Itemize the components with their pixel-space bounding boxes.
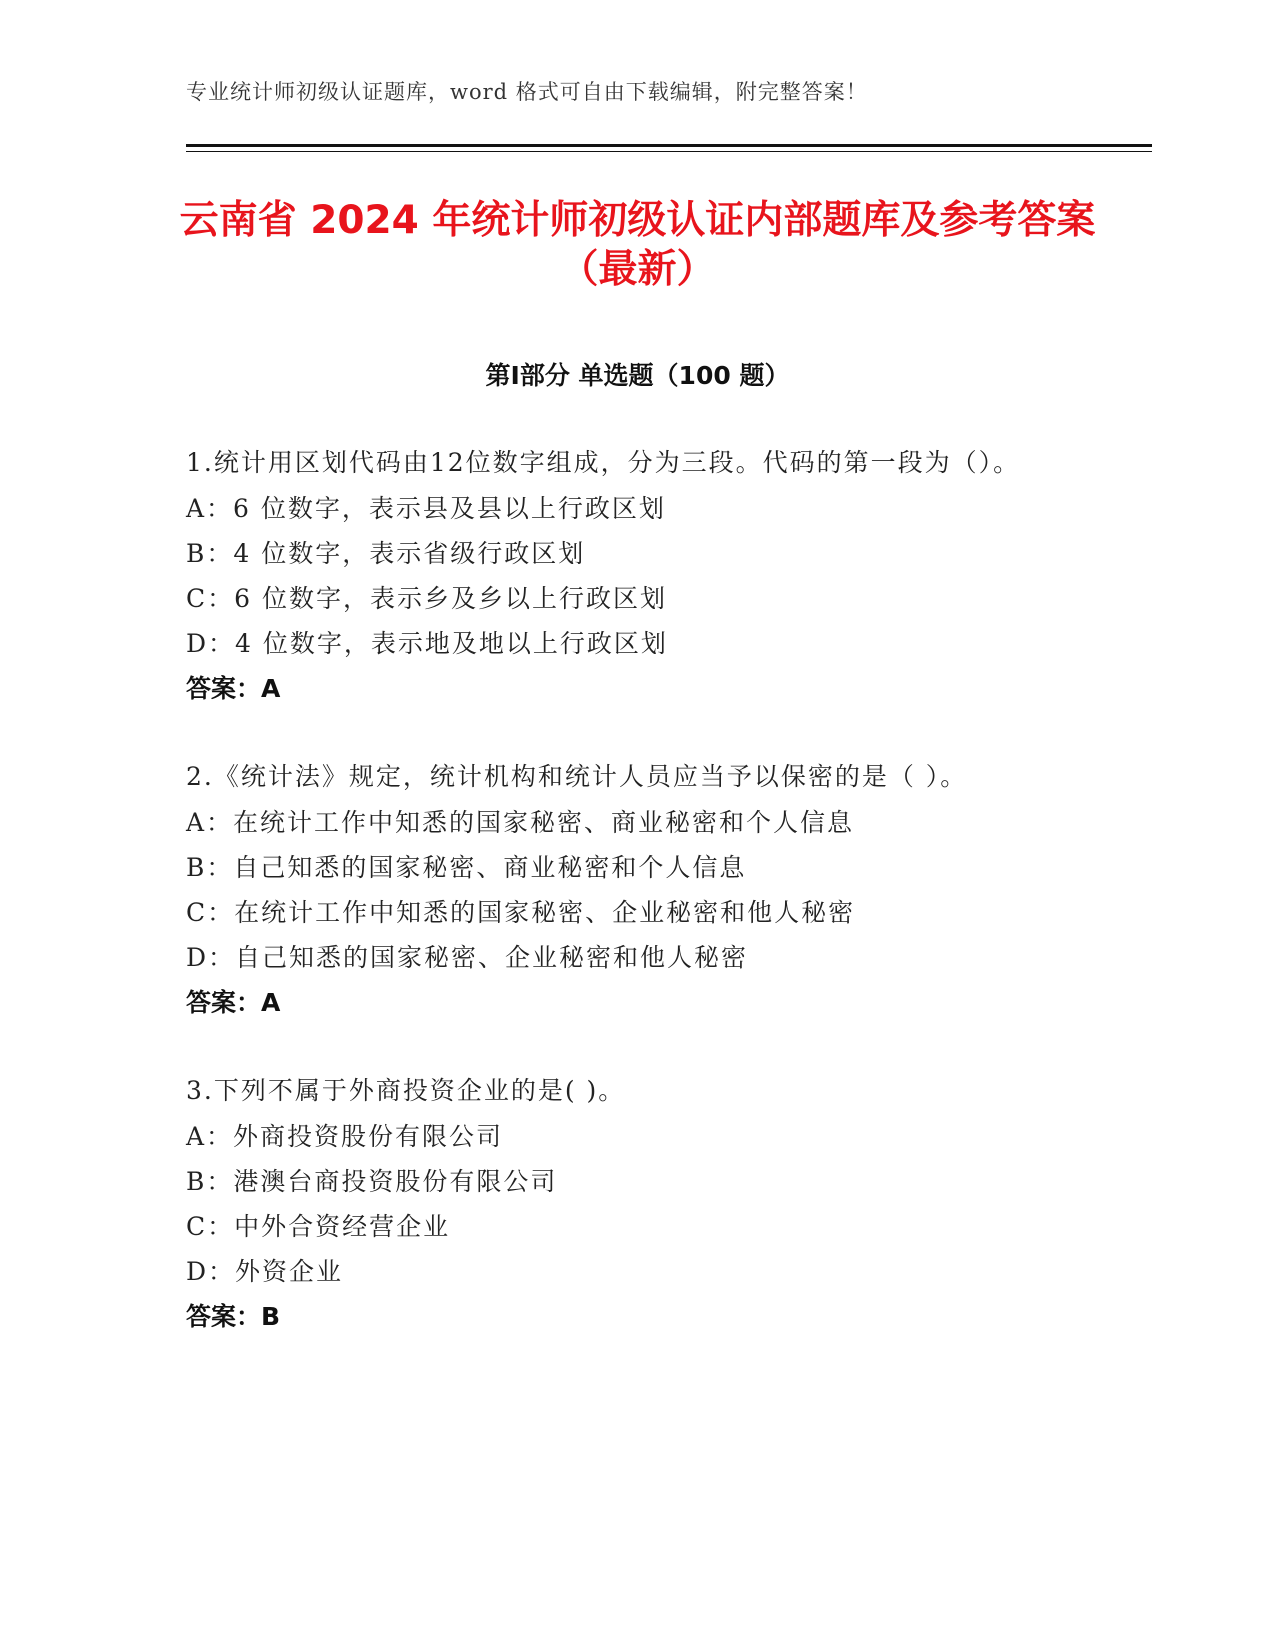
document-title: 云南省 2024 年统计师初级认证内部题库及参考答案（最新） xyxy=(179,198,1096,292)
header-rule-thin xyxy=(186,151,1152,152)
question-2 xyxy=(186,754,1076,1026)
question-list xyxy=(186,440,1076,1382)
header-note: 专业统计师初级认证题库，word 格式可自由下载编辑，附完整答案！ xyxy=(186,80,868,104)
option-a: A：外商投资股份有限公司 xyxy=(186,1122,504,1151)
question-3 xyxy=(186,1068,1076,1340)
answer: 答案：B xyxy=(186,1302,281,1331)
answer: 答案：A xyxy=(186,674,281,703)
question-stem: 2.《统计法》规定，统计机构和统计人员应当予以保密的是（ ）。 xyxy=(186,762,968,791)
option-d: D：外资企业 xyxy=(186,1257,344,1286)
option-c: C：6 位数字，表示乡及乡以上行政区划 xyxy=(186,584,667,613)
section-title: 第Ⅰ部分 单选题（100 题） xyxy=(485,361,790,390)
option-a: A：在统计工作中知悉的国家秘密、商业秘密和个人信息 xyxy=(186,808,855,837)
option-b: B：4 位数字，表示省级行政区划 xyxy=(186,539,586,568)
question-1 xyxy=(186,440,1076,712)
option-a: A：6 位数字，表示县及县以上行政区划 xyxy=(186,494,666,523)
option-b: B：港澳台商投资股份有限公司 xyxy=(186,1167,558,1196)
option-d: D：4 位数字，表示地及地以上行政区划 xyxy=(186,629,668,658)
option-c: C：在统计工作中知悉的国家秘密、企业秘密和他人秘密 xyxy=(186,898,856,927)
option-d: D：自己知悉的国家秘密、企业秘密和他人秘密 xyxy=(186,943,749,972)
option-c: C：中外合资经营企业 xyxy=(186,1212,451,1241)
answer: 答案：A xyxy=(186,988,281,1017)
question-stem: 3.下列不属于外商投资企业的是( )。 xyxy=(186,1076,626,1105)
option-b: B：自己知悉的国家秘密、商业秘密和个人信息 xyxy=(186,853,747,882)
header-rule-thick xyxy=(186,144,1152,147)
question-stem: 1.统计用区划代码由12位数字组成，分为三段。代码的第一段为（）。 xyxy=(186,448,1021,477)
